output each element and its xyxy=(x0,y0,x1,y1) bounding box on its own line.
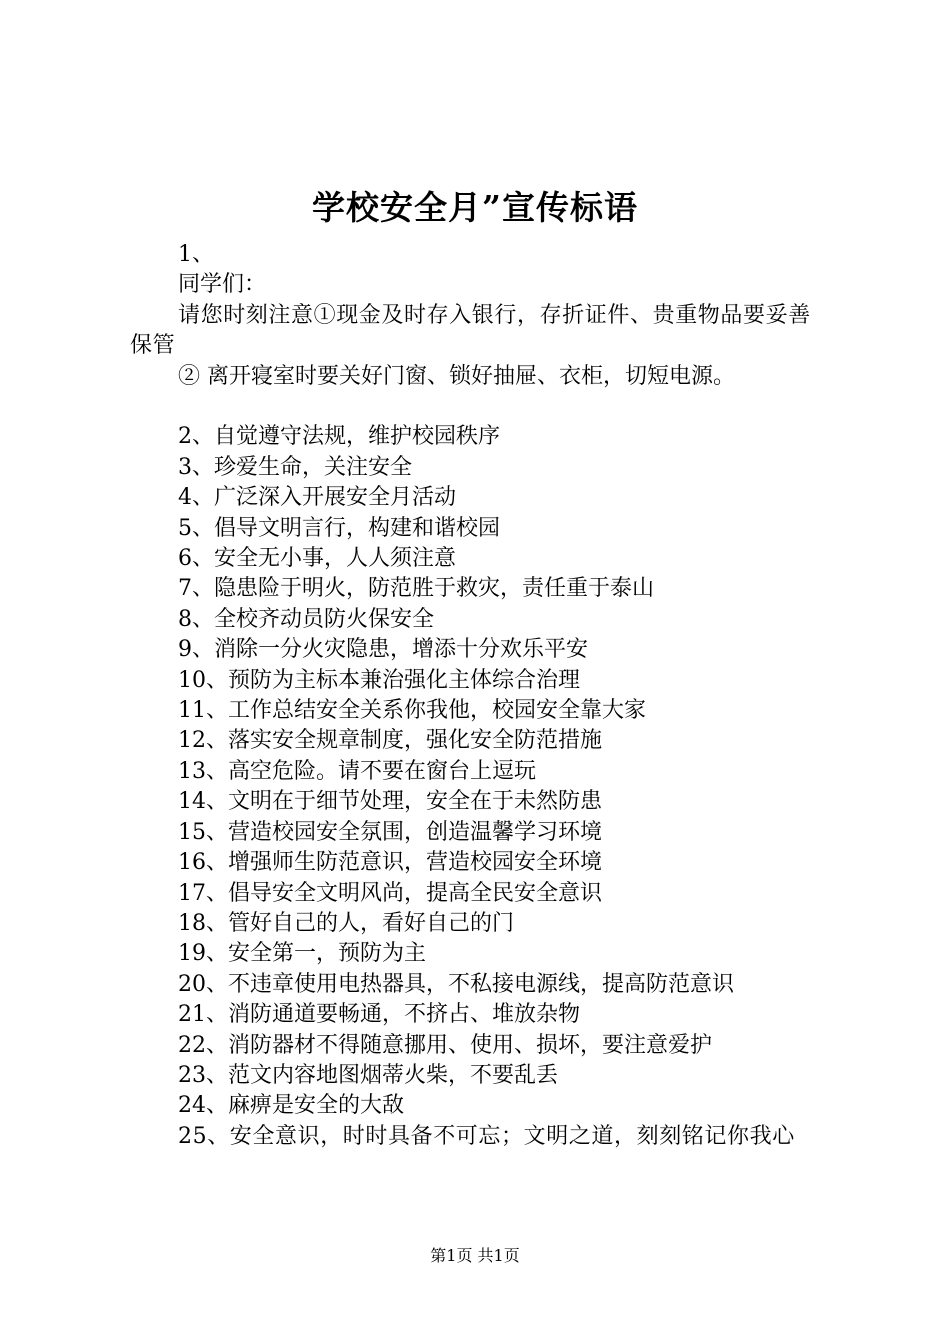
slogan-item: 9、消除一分火灾隐患，增添十分欢乐平安 xyxy=(178,637,588,663)
slogan-item: 18、管好自己的人，看好自己的门 xyxy=(178,910,514,936)
slogan-item: 10、预防为主标本兼治强化主体综合治理 xyxy=(178,667,580,693)
blank-line xyxy=(130,392,830,422)
slogan-item: 14、文明在于细节处理，安全在于未然防患 xyxy=(178,789,602,815)
slogan-item: 8、全校齐动员防火保安全 xyxy=(178,606,434,632)
slogan-item: 5、倡导文明言行，构建和谐校园 xyxy=(178,515,500,541)
slogan-item: 4、广泛深入开展安全月活动 xyxy=(178,485,456,511)
slogan-item: 15、营造校园安全氛围，创造温馨学习环境 xyxy=(178,819,602,845)
slogan-item: 7、隐患险于明火，防范胜于救灾，责任重于泰山 xyxy=(178,576,654,602)
slogan-item: 12、落实安全规章制度，强化安全防范措施 xyxy=(178,728,602,754)
slogan-item: 25、安全意识，时时具备不可忘；文明之道，刻刻铭记你我心 xyxy=(178,1123,795,1149)
slogan-item: 16、增强师生防范意识，营造校园安全环境 xyxy=(178,850,602,876)
slogan-item: 2、自觉遵守法规，维护校园秩序 xyxy=(178,424,500,450)
document-body xyxy=(130,240,830,1152)
text-line: 同学们： xyxy=(178,272,267,298)
slogan-item: 13、高空危险。请不要在窗台上逗玩 xyxy=(178,758,536,784)
page-footer: 第1页 共1页 xyxy=(430,1246,520,1265)
text-line: ② 离开寝室时要关好门窗、锁好抽屉、衣柜，切短电源。 xyxy=(178,363,735,389)
slogan-item: 11、工作总结安全关系你我他，校园安全靠大家 xyxy=(178,698,646,724)
text-line: 请您时刻注意①现金及时存入银行，存折证件、贵重物品要妥善保管 xyxy=(130,302,811,359)
slogan-item: 20、不违章使用电热器具，不私接电源线，提高防范意识 xyxy=(178,971,734,997)
text-line: 1、 xyxy=(178,242,214,267)
document-title: 学校安全月”宣传标语 xyxy=(312,188,638,227)
slogan-item: 22、消防器材不得随意挪用、使用、损坏，要注意爱护 xyxy=(178,1032,712,1058)
slogan-item: 6、安全无小事，人人须注意 xyxy=(178,546,456,572)
slogan-item: 23、范文内容地图烟蒂火柴，不要乱丢 xyxy=(178,1062,558,1088)
slogan-item: 19、安全第一，预防为主 xyxy=(178,941,426,967)
slogan-item: 21、消防通道要畅通，不挤占、堆放杂物 xyxy=(178,1002,580,1028)
slogan-item: 24、麻痹是安全的大敌 xyxy=(178,1093,404,1119)
slogan-item: 3、珍爱生命，关注安全 xyxy=(178,454,412,480)
slogan-item: 17、倡导安全文明风尚，提高全民安全意识 xyxy=(178,880,602,906)
